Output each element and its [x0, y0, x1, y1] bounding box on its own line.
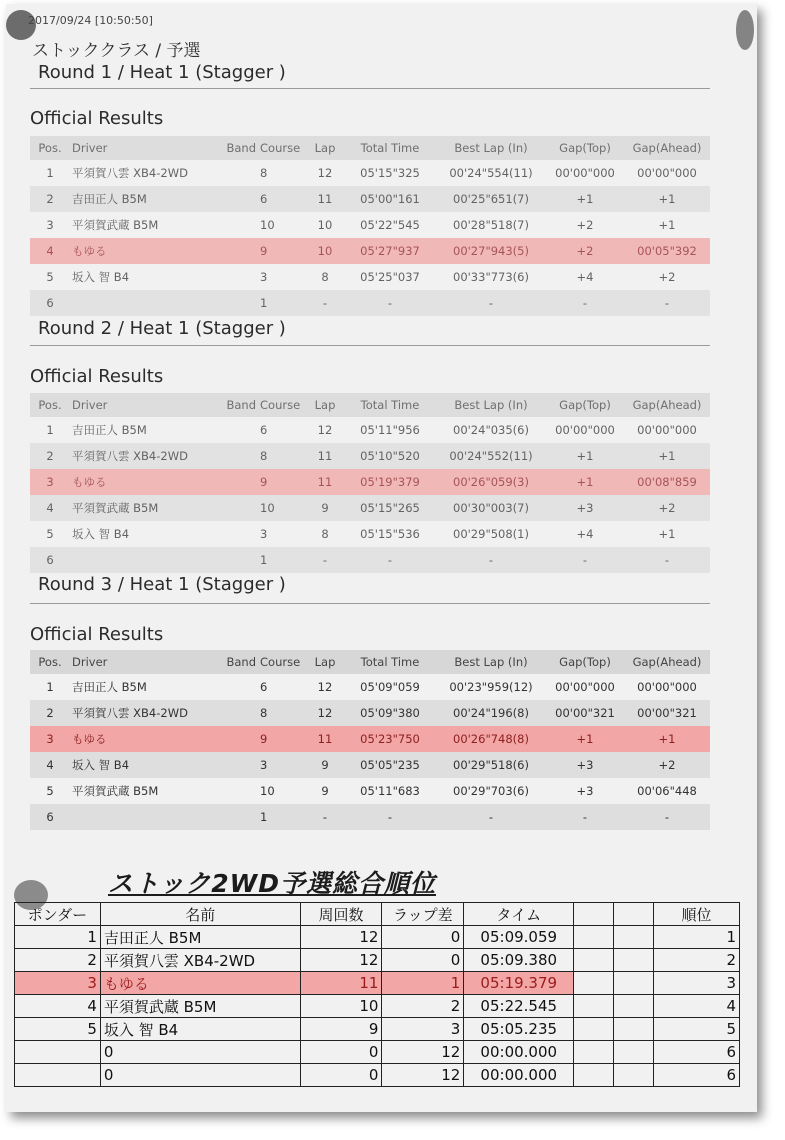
pos-cell: 1	[46, 423, 54, 437]
driver-cell: 平須賀八雲 XB4-2WD	[70, 443, 210, 469]
gap-ahead-cell: +2	[624, 752, 710, 778]
gap-ahead-cell: +2	[624, 495, 710, 521]
lap-cell: 9	[321, 784, 329, 798]
round-2-title: Round 2 / Heat 1 (Stagger )	[38, 318, 286, 339]
column-header: Driver	[70, 650, 210, 674]
header-row	[30, 650, 710, 674]
gap-ahead-cell: -	[624, 290, 710, 316]
summary-lap-diff-cell: 1	[382, 972, 464, 995]
total-cell: 05'10"520	[344, 443, 436, 469]
column-header: Gap(Ahead)	[624, 136, 710, 160]
best-cell: 00'26"748(8)	[436, 726, 546, 752]
column-header: Gap(Ahead)	[624, 393, 710, 417]
summary-row	[15, 1018, 740, 1041]
pos-cell: 5	[46, 784, 54, 798]
course-cell: 9	[258, 469, 306, 495]
summary-empty-cell	[614, 1064, 654, 1087]
pos-cell: 2	[30, 186, 70, 212]
driver-cell: 吉田正人 B5M	[70, 186, 210, 212]
driver-cell: 平須賀武蔵 B5M	[72, 218, 159, 232]
total-cell: 05'27"937	[344, 238, 436, 264]
result-row	[30, 290, 710, 316]
gap-top-cell: +1	[546, 726, 624, 752]
pos-cell: 1	[46, 166, 54, 180]
pos-cell: 3	[30, 469, 70, 495]
total-cell: 05'15"536	[360, 527, 420, 541]
best-cell: 00'29"703(6)	[453, 784, 529, 798]
gap-ahead-cell: 00'08"859	[624, 469, 710, 495]
lap-cell: 12	[317, 166, 333, 180]
best-cell: 00'28"518(7)	[453, 218, 529, 232]
summary-column-header: タイム	[464, 903, 574, 926]
summary-name-cell: 坂入 智 B4	[100, 1018, 300, 1041]
lap-cell: 8	[321, 527, 329, 541]
total-cell: 05'09"059	[360, 680, 420, 694]
column-header: Best Lap (In)	[436, 136, 546, 160]
gap-top-cell: -	[546, 804, 624, 830]
column-header: Course	[258, 136, 306, 160]
course-cell: 6	[260, 423, 268, 437]
course-cell: 10	[260, 218, 275, 232]
divider	[30, 345, 710, 346]
course-cell: 10	[258, 495, 306, 521]
band-cell	[210, 238, 258, 264]
column-header: Lap	[306, 393, 344, 417]
driver-cell: 平須賀武蔵 B5M	[70, 495, 210, 521]
summary-column-header: 順位	[654, 903, 740, 926]
driver-cell	[70, 290, 210, 316]
summary-name-cell: 平須賀八雲 XB4-2WD	[100, 949, 300, 972]
gap-ahead-cell: 00'00"000	[637, 423, 697, 437]
total-cell: 05'11"683	[360, 784, 420, 798]
lap-cell: -	[306, 804, 344, 830]
gap-top-cell: 00'00"321	[546, 700, 624, 726]
total-cell: 05'22"545	[360, 218, 420, 232]
course-cell: 9	[258, 238, 306, 264]
column-header: Gap(Ahead)	[624, 650, 710, 674]
summary-title: ストック2WD予選総合順位	[108, 869, 436, 898]
column-header: Course	[258, 650, 306, 674]
summary-empty-cell	[574, 1041, 614, 1064]
lap-cell: 8	[321, 270, 329, 284]
summary-laps-cell: 9	[300, 1018, 382, 1041]
gap-ahead-cell: 00'00"000	[637, 680, 697, 694]
gap-top-cell: +3	[546, 752, 624, 778]
band-cell	[210, 804, 258, 830]
round-3-title: Round 3 / Heat 1 (Stagger )	[38, 574, 286, 595]
band-cell	[210, 212, 258, 238]
summary-ponder-cell: 3	[15, 972, 101, 995]
summary-rank-cell: 2	[654, 949, 740, 972]
band-cell	[210, 726, 258, 752]
band-cell	[210, 752, 258, 778]
total-cell: 05'00"161	[344, 186, 436, 212]
lap-cell: 11	[306, 186, 344, 212]
gap-top-cell: +2	[546, 238, 624, 264]
gap-top-cell: +1	[546, 186, 624, 212]
band-cell	[210, 778, 258, 804]
summary-column-header: ポンダー	[15, 903, 101, 926]
gap-ahead-cell: +1	[624, 186, 710, 212]
column-header: Band	[210, 650, 258, 674]
summary-name-cell: 吉田正人 B5M	[100, 926, 300, 949]
band-cell	[210, 700, 258, 726]
column-header: Band	[210, 393, 258, 417]
best-cell: 00'27"943(5)	[436, 238, 546, 264]
summary-empty-cell	[574, 1064, 614, 1087]
driver-cell: 平須賀武蔵 B5M	[72, 784, 159, 798]
result-row	[30, 752, 710, 778]
gap-top-cell: +4	[576, 527, 594, 541]
pos-cell: 1	[46, 680, 54, 694]
round-3-results-table	[30, 650, 710, 830]
best-cell: 00'26"059(3)	[436, 469, 546, 495]
summary-empty-cell	[614, 1041, 654, 1064]
official-results-heading: Official Results	[30, 108, 164, 129]
best-cell: -	[436, 547, 546, 573]
summary-row	[15, 1064, 740, 1087]
result-row	[30, 417, 710, 443]
summary-empty-cell	[614, 949, 654, 972]
course-cell: 9	[258, 726, 306, 752]
timestamp: 2017/09/24 [10:50:50]	[28, 14, 153, 27]
summary-name-cell: もゆる	[100, 972, 300, 995]
column-header: Pos.	[30, 393, 70, 417]
column-header: Gap(Top)	[546, 393, 624, 417]
best-cell: 00'24"196(8)	[436, 700, 546, 726]
course-cell: 1	[258, 547, 306, 573]
gap-ahead-cell: 00'05"392	[624, 238, 710, 264]
column-header: Gap(Top)	[546, 136, 624, 160]
column-header: Course	[258, 393, 306, 417]
lap-cell: -	[306, 290, 344, 316]
gap-top-cell: 00'00"000	[555, 166, 615, 180]
summary-empty-cell	[614, 1018, 654, 1041]
pos-cell: 3	[30, 726, 70, 752]
driver-cell: 坂入 智 B4	[72, 527, 130, 541]
result-row	[30, 700, 710, 726]
column-header: Total Time	[344, 393, 436, 417]
column-header: Pos.	[30, 136, 70, 160]
total-cell: -	[344, 290, 436, 316]
pos-cell: 5	[46, 527, 54, 541]
summary-rank-cell: 5	[654, 1018, 740, 1041]
column-header: Band	[210, 136, 258, 160]
result-row	[30, 469, 710, 495]
punch-hole-top-right	[736, 10, 754, 50]
course-cell: 6	[260, 680, 268, 694]
summary-lap-diff-cell: 12	[382, 1064, 464, 1087]
total-cell: 05'23"750	[344, 726, 436, 752]
pos-cell: 2	[30, 443, 70, 469]
summary-standings-table	[14, 902, 740, 1087]
summary-rank-cell: 6	[654, 1041, 740, 1064]
total-cell: 05'09"380	[344, 700, 436, 726]
summary-empty-cell	[574, 972, 614, 995]
best-cell: 00'24"035(6)	[453, 423, 529, 437]
band-cell	[210, 160, 258, 186]
best-cell: -	[436, 290, 546, 316]
summary-time-cell: 00:00.000	[464, 1041, 574, 1064]
course-cell: 10	[260, 784, 275, 798]
pos-cell: 3	[46, 218, 54, 232]
summary-ponder-cell	[15, 1064, 101, 1087]
best-cell: 00'29"518(6)	[436, 752, 546, 778]
summary-name-cell: 平須賀武蔵 B5M	[100, 995, 300, 1018]
round-1-title: Round 1 / Heat 1 (Stagger )	[38, 62, 286, 83]
summary-column-header: 名前	[100, 903, 300, 926]
driver-cell: もゆる	[70, 469, 210, 495]
gap-ahead-cell: +1	[658, 218, 676, 232]
summary-ponder-cell: 5	[15, 1018, 101, 1041]
summary-ponder-cell: 2	[15, 949, 101, 972]
summary-name-cell: 0	[100, 1064, 300, 1087]
summary-empty-cell	[574, 926, 614, 949]
result-row	[30, 160, 710, 186]
divider	[30, 88, 710, 89]
summary-empty-cell	[614, 995, 654, 1018]
summary-column-header: ラップ差	[382, 903, 464, 926]
driver-cell	[70, 804, 210, 830]
lap-cell: 11	[306, 443, 344, 469]
summary-row	[15, 972, 740, 995]
lap-cell: 9	[306, 495, 344, 521]
best-cell: 00'33"773(6)	[453, 270, 529, 284]
summary-empty-cell	[574, 1018, 614, 1041]
summary-laps-cell: 11	[300, 972, 382, 995]
band-cell	[210, 674, 258, 700]
gap-ahead-cell: +1	[624, 726, 710, 752]
summary-time-cell: 05:09.059	[464, 926, 574, 949]
summary-empty-cell	[614, 926, 654, 949]
summary-row	[15, 926, 740, 949]
gap-ahead-cell: 00'00"321	[624, 700, 710, 726]
driver-cell: 平須賀八雲 XB4-2WD	[72, 166, 188, 180]
gap-ahead-cell: -	[624, 804, 710, 830]
course-cell: 3	[260, 527, 268, 541]
lap-cell: 12	[306, 700, 344, 726]
summary-row	[15, 1041, 740, 1064]
lap-cell: 11	[306, 726, 344, 752]
column-header: Lap	[306, 650, 344, 674]
total-cell: 05'11"956	[360, 423, 420, 437]
summary-time-cell: 05:05.235	[464, 1018, 574, 1041]
column-header: Best Lap (In)	[436, 650, 546, 674]
gap-top-cell: +4	[576, 270, 594, 284]
best-cell: 00'24"552(11)	[436, 443, 546, 469]
result-row	[30, 804, 710, 830]
total-cell: 05'15"325	[360, 166, 420, 180]
class-title: ストッククラス / 予選	[32, 41, 201, 61]
summary-time-cell: 00:00.000	[464, 1064, 574, 1087]
result-row	[30, 778, 710, 804]
summary-column-header	[574, 903, 614, 926]
summary-row	[15, 995, 740, 1018]
result-row	[30, 547, 710, 573]
summary-lap-diff-cell: 12	[382, 1041, 464, 1064]
driver-cell: 吉田正人 B5M	[72, 680, 147, 694]
summary-empty-cell	[574, 949, 614, 972]
summary-rank-cell: 4	[654, 995, 740, 1018]
best-cell: 00'30"003(7)	[436, 495, 546, 521]
summary-laps-cell: 0	[300, 1064, 382, 1087]
gap-top-cell: -	[546, 547, 624, 573]
summary-ponder-cell	[15, 1041, 101, 1064]
pos-cell: 4	[30, 752, 70, 778]
total-cell: 05'19"379	[344, 469, 436, 495]
lap-cell: 10	[306, 238, 344, 264]
total-cell: 05'15"265	[344, 495, 436, 521]
summary-rank-cell: 3	[654, 972, 740, 995]
total-cell: -	[344, 804, 436, 830]
gap-top-cell: +3	[546, 495, 624, 521]
pos-cell: 4	[30, 238, 70, 264]
pos-cell: 6	[30, 547, 70, 573]
band-cell	[210, 186, 258, 212]
divider	[30, 603, 710, 604]
column-header: Pos.	[30, 650, 70, 674]
summary-name-cell: 0	[100, 1041, 300, 1064]
pos-cell: 5	[46, 270, 54, 284]
summary-lap-diff-cell: 0	[382, 926, 464, 949]
result-row	[30, 674, 710, 700]
total-cell: 05'05"235	[344, 752, 436, 778]
official-results-heading: Official Results	[30, 624, 164, 645]
driver-cell: 坂入 智 B4	[72, 270, 130, 284]
best-cell: 00'23"959(12)	[449, 680, 533, 694]
pos-cell: 4	[30, 495, 70, 521]
result-row	[30, 238, 710, 264]
column-header: Best Lap (In)	[436, 393, 546, 417]
driver-cell: 平須賀八雲 XB4-2WD	[70, 700, 210, 726]
band-cell	[210, 417, 258, 443]
column-header: Driver	[70, 393, 210, 417]
band-cell	[210, 521, 258, 547]
gap-top-cell: 00'00"000	[555, 680, 615, 694]
band-cell	[210, 443, 258, 469]
course-cell: 3	[260, 270, 268, 284]
column-header: Lap	[306, 136, 344, 160]
course-cell: 1	[258, 804, 306, 830]
best-cell: 00'24"554(11)	[449, 166, 533, 180]
summary-time-cell: 05:22.545	[464, 995, 574, 1018]
summary-header-row	[15, 903, 740, 926]
course-cell: 8	[260, 166, 268, 180]
gap-top-cell: +2	[576, 218, 594, 232]
result-row	[30, 186, 710, 212]
lap-cell: 12	[317, 680, 333, 694]
lap-cell: 9	[306, 752, 344, 778]
band-cell	[210, 290, 258, 316]
summary-rank-cell: 1	[654, 926, 740, 949]
course-cell: 8	[258, 700, 306, 726]
column-header: Total Time	[344, 650, 436, 674]
result-row	[30, 212, 710, 238]
driver-cell: もゆる	[70, 238, 210, 264]
result-row	[30, 443, 710, 469]
gap-ahead-cell: 00'00"000	[637, 166, 697, 180]
band-cell	[210, 469, 258, 495]
result-row	[30, 495, 710, 521]
round-1-results-table	[30, 136, 710, 316]
summary-column-header	[614, 903, 654, 926]
summary-laps-cell: 0	[300, 1041, 382, 1064]
lap-cell: 11	[306, 469, 344, 495]
gap-top-cell: 00'00"000	[555, 423, 615, 437]
round-2-results-table	[30, 393, 710, 573]
gap-top-cell: -	[546, 290, 624, 316]
header-row	[30, 393, 710, 417]
lap-cell: 10	[317, 218, 333, 232]
summary-empty-cell	[574, 995, 614, 1018]
gap-top-cell: +3	[576, 784, 594, 798]
total-cell: -	[344, 547, 436, 573]
summary-time-cell: 05:09.380	[464, 949, 574, 972]
summary-empty-cell	[614, 972, 654, 995]
summary-time-cell: 05:19.379	[464, 972, 574, 995]
official-results-heading: Official Results	[30, 366, 164, 387]
band-cell	[210, 547, 258, 573]
summary-lap-diff-cell: 2	[382, 995, 464, 1018]
band-cell	[210, 495, 258, 521]
gap-top-cell: +1	[546, 469, 624, 495]
gap-ahead-cell: 00'06"448	[637, 784, 697, 798]
pos-cell: 2	[30, 700, 70, 726]
column-header: Total Time	[344, 136, 436, 160]
header-row	[30, 136, 710, 160]
summary-laps-cell: 10	[300, 995, 382, 1018]
pos-cell: 6	[30, 804, 70, 830]
summary-ponder-cell: 4	[15, 995, 101, 1018]
gap-top-cell: +1	[546, 443, 624, 469]
pos-cell: 6	[30, 290, 70, 316]
lap-cell: 12	[317, 423, 333, 437]
result-row	[30, 726, 710, 752]
summary-laps-cell: 12	[300, 926, 382, 949]
best-cell: -	[436, 804, 546, 830]
driver-cell	[70, 547, 210, 573]
column-header: Driver	[70, 136, 210, 160]
best-cell: 00'25"651(7)	[436, 186, 546, 212]
summary-ponder-cell: 1	[15, 926, 101, 949]
gap-ahead-cell: +2	[658, 270, 676, 284]
summary-laps-cell: 12	[300, 949, 382, 972]
summary-lap-diff-cell: 3	[382, 1018, 464, 1041]
summary-lap-diff-cell: 0	[382, 949, 464, 972]
result-row	[30, 521, 710, 547]
course-cell: 6	[258, 186, 306, 212]
gap-ahead-cell: +1	[658, 527, 676, 541]
best-cell: 00'29"508(1)	[453, 527, 529, 541]
driver-cell: もゆる	[70, 726, 210, 752]
band-cell	[210, 264, 258, 290]
course-cell: 8	[258, 443, 306, 469]
total-cell: 05'25"037	[360, 270, 420, 284]
course-cell: 3	[258, 752, 306, 778]
summary-column-header: 周回数	[300, 903, 382, 926]
course-cell: 1	[258, 290, 306, 316]
result-row	[30, 264, 710, 290]
summary-row	[15, 949, 740, 972]
lap-cell: -	[306, 547, 344, 573]
gap-ahead-cell: -	[624, 547, 710, 573]
driver-cell: 吉田正人 B5M	[72, 423, 147, 437]
column-header: Gap(Top)	[546, 650, 624, 674]
summary-rank-cell: 6	[654, 1064, 740, 1087]
driver-cell: 坂入 智 B4	[70, 752, 210, 778]
gap-ahead-cell: +1	[624, 443, 710, 469]
